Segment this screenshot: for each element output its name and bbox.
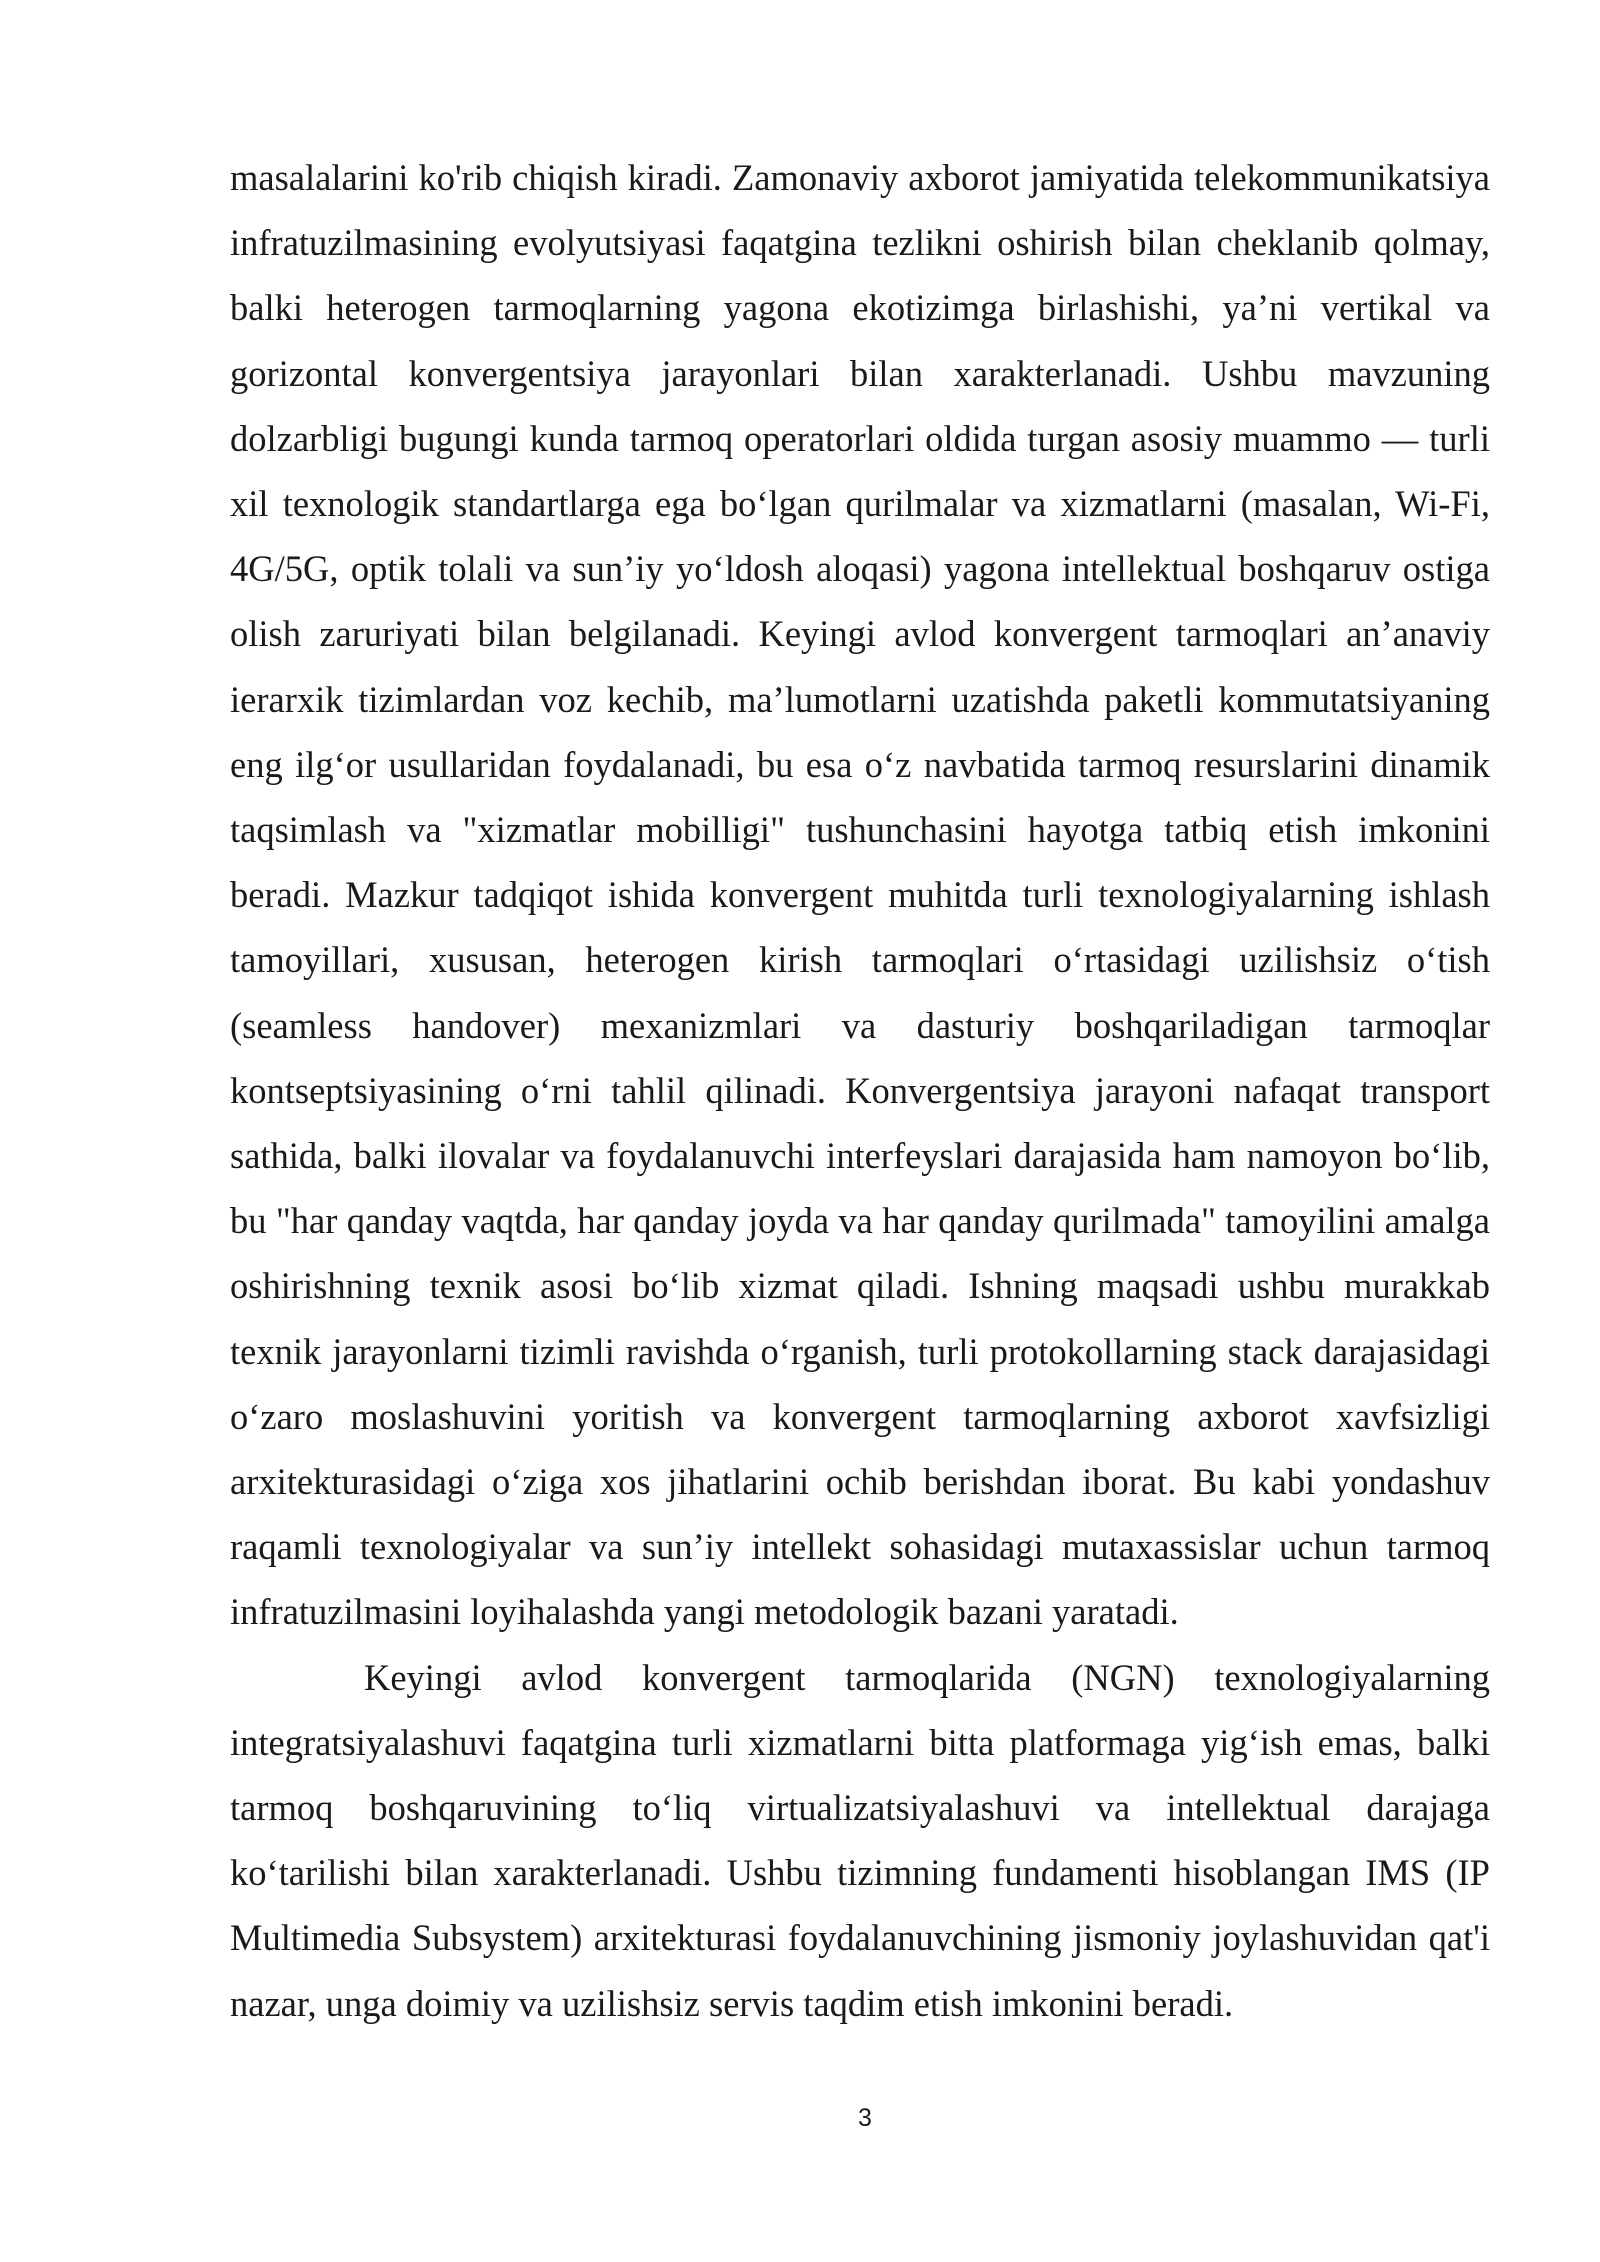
body-text xyxy=(230,145,1490,2036)
paragraph-1: masalalarini ko'rib chiqish kiradi. Zamonaviy axborot jamiyatida telekommunikatsiya infratuzilmasining evolyutsiyasi faqatgina tezlikni oshirish bilan cheklanib qolmay, balki heterogen tarmoqlarning yagona ekotizimga birlashishi, ya’ni vertikal va gorizontal konvergentsiya jarayonlari bilan xarakterlanadi. Ushbu mavzuning dolzarbligi bugungi kunda tarmoq operatorlari oldida turgan asosiy muammo — turli xil texnologik standartlarga ega bo‘lgan qurilmalar va xizmatlarni (masalan, Wi-Fi, 4G/5G, optik tolali va sun’iy yo‘ldosh aloqasi) yagona intellektual boshqaruv ostiga olish zaruriyati bilan belgilanadi. Keyingi avlod konvergent tarmoqlari an’anaviy ierarxik tizimlardan voz kechib, ma’lumotlarni uzatishda paketli kommutatsiyaning eng ilg‘or usullaridan foydalanadi, bu esa o‘z navbatida tarmoq resurslarini dinamik taqsimlash va "xizmatlar mobilligi" tushunchasini hayotga tatbiq etish imkonini beradi. Mazkur tadqiqot ishida konvergent muhitda turli texnologiyalarning ishlash tamoyillari, xususan, heterogen kirish tarmoqlari o‘rtasidagi uzilishsiz o‘tish (seamless handover) mexanizmlari va dasturiy boshqariladigan tarmoqlar kontseptsiyasining o‘rni tahlil qilinadi. Konvergentsiya jarayoni nafaqat transport sathida, balki ilovalar va foydalanuvchi interfeyslari darajasida ham namoyon bo‘lib, bu "har qanday vaqtda, har qanday joyda va har qanday qurilmada" tamoyilini amalga oshirishning texnik asosi bo‘lib xizmat qiladi. Ishning maqsadi ushbu murakkab texnik jarayonlarni tizimli ravishda o‘rganish, turli protokollarning stack darajasidagi o‘zaro moslashuvini yoritish va konvergent tarmoqlarning axborot xavfsizligi arxitekturasidagi o‘ziga xos jihatlarini ochib berishdan iborat. Bu kabi yondashuv raqamli texnologiyalar va sun’iy intellekt sohasidagi mutaxassislar uchun tarmoq infratuzilmasini loyihalashda yangi metodologik bazani yaratadi. xyxy=(230,157,1490,1633)
page-number: 3 xyxy=(858,2104,872,2132)
paragraph-2: Keyingi avlod konvergent tarmoqlarida (NGN) texnologiyalarning integratsiyalashuvi faqatgina turli xizmatlarni bitta platformaga yig‘ish emas, balki tarmoq boshqaruvining to‘liq virtualizatsiyalashuvi va intellektual darajaga ko‘tarilishi bilan xarakterlanadi. Ushbu tizimning fundamenti hisoblangan IMS (IP Multimedia Subsystem) arxitekturasi foydalanuvchining jismoniy joylashuvidan qat'i nazar, unga doimiy va uzilishsiz servis taqdim etish imkonini beradi. xyxy=(230,1656,1490,2024)
